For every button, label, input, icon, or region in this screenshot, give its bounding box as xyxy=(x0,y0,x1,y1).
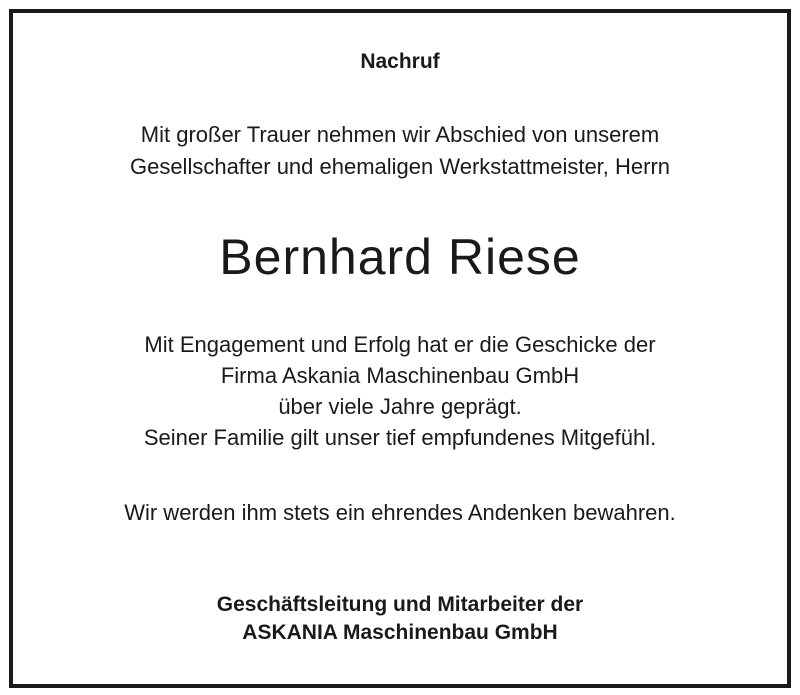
intro-line: Gesellschafter und ehemaligen Werkstattmeister, Herrn xyxy=(129,154,671,179)
obituary-notice xyxy=(9,9,791,688)
tribute-line: Mit Engagement und Erfolg hat er die Geschicke der xyxy=(144,332,656,357)
notice-header: Nachruf xyxy=(360,50,440,73)
signature-block xyxy=(13,591,787,647)
intro-line: Mit großer Trauer nehmen wir Abschied von unserem xyxy=(140,122,660,147)
tribute-line: über viele Jahre geprägt. xyxy=(278,394,522,419)
tribute-line: Seiner Familie gilt unser tief empfundenes Mitgefühl. xyxy=(143,425,657,450)
signature-line: Geschäftsleitung und Mitarbeiter der xyxy=(216,593,584,616)
intro-text xyxy=(13,119,787,183)
tribute-text xyxy=(13,329,787,453)
tribute-line: Firma Askania Maschinenbau GmbH xyxy=(220,363,580,388)
signature-line: ASKANIA Maschinenbau GmbH xyxy=(242,621,558,644)
closing-text: Wir werden ihm stets ein ehrendes Andenken bewahren. xyxy=(124,500,676,525)
deceased-name: Bernhard Riese xyxy=(219,229,581,285)
